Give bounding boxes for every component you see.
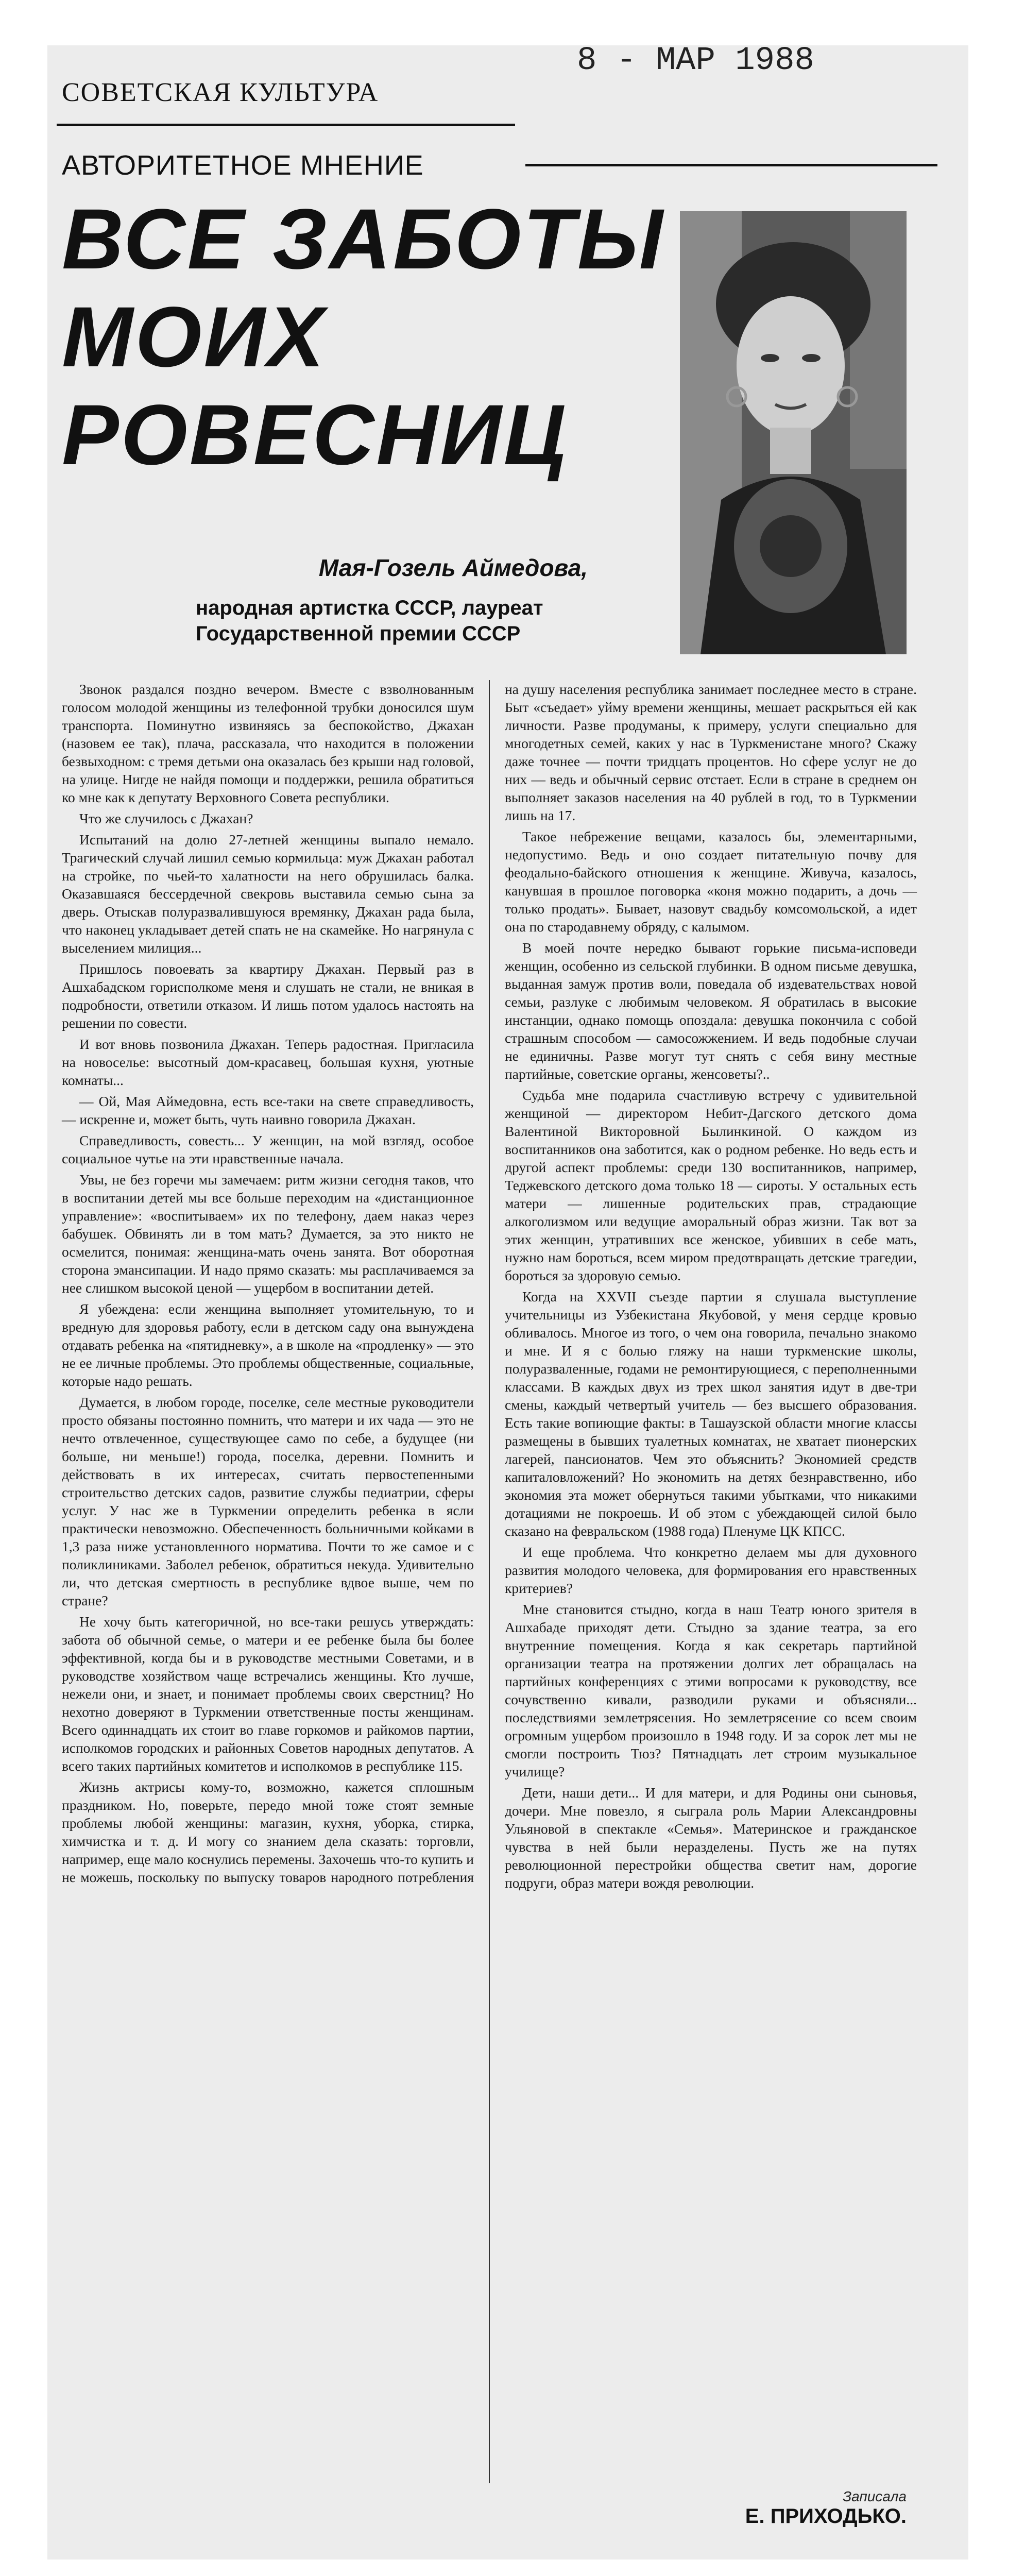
article-paragraph: Что же случилось с Джахан? bbox=[79, 810, 253, 826]
newspaper-masthead: СОВЕТСКАЯ КУЛЬТУРА bbox=[62, 78, 379, 107]
article-body bbox=[62, 680, 917, 2483]
article-paragraph: И еще проблема. Что конкретно делаем мы для духовного развития молодого человека, для формирования его нравственных критериев? bbox=[505, 1544, 917, 1596]
article-paragraph: Не хочу быть категоричной, но все-таки решусь утверждать: забота об обычной семье, о матери и ее ребенке была бы более эффективной, когда бы и в руководстве местными Советами, и в руководстве хозяйством чаще встречались женщины. Кто лучше, нежели они, и знает, и понимает проблемы своих сверстниц? Но нехотно доверяют в Туркмении ответственные посты женщинам. Всего одиннадцать их стоит во главе горкомов и райкомов партии, исполкомов городских и районных Советов народных депутатов. А всего таких партийных комитетов и исполкомов в республике 115. bbox=[62, 1614, 474, 1774]
article-paragraph: В моей почте нередко бывают горькие письма-исповеди женщин, особенно из сельской глубинки. В одном письме девушка, выданная замуж против воли, поведала об издевательствах новой семьи, разлуке с любимым человеком. Я обратилась в высокие инстанции, однако помощь опоздала: девушка покончила с собой страшным способом — самосожжением. И ведь подобные случаи не единичны. Разве могут тут снять с себя вину местные партийные, советские органы, женсоветы?.. bbox=[505, 940, 917, 1082]
signoff-name: Е. ПРИХОДЬКО. bbox=[745, 2505, 907, 2528]
author-portrait-photo bbox=[680, 211, 907, 654]
author-title: народная артистка СССР, лауреат Государственной премии СССР bbox=[196, 597, 543, 645]
masthead-rule bbox=[57, 124, 515, 126]
headline-line-2: МОИХ bbox=[62, 290, 327, 385]
article-paragraph: — Ой, Мая Аймедовна, есть все-таки на свете справедливость,— искренне и, может быть, чуть наивно говорила Джахан. bbox=[62, 1093, 474, 1127]
article-paragraph: Увы, не без горечи мы замечаем: ритм жизни сегодня таков, что в воспитании детей мы все больше переходим на «дистанционное управление»: «воспитываем» их по телефону, даем наказ через бабушек. Обвинять ли в том мать? Думается, за это никто не осмелится, понимая: женщина-мать очень занята. Вот оборотная сторона эмансипации. И надо прямо сказать: мы расплачиваемся за нее слишком высокой ценой — ущербом в воспитании детей. bbox=[62, 1172, 474, 1296]
headline-line-1: ВСЕ ЗАБОТЫ bbox=[62, 192, 665, 287]
article-paragraph: Справедливость, совесть... У женщин, на мой взгляд, особое социальное чутье на эти нравственные начала. bbox=[62, 1132, 474, 1166]
article-paragraph: Когда на XXVII съезде партии я слушала выступление учительницы из Узбекистана Якубовой, у меня сердце кровью обливалось. Многое из того, о чем она говорила, печально знакомо и мне. И я с болью гляжу на наши туркменские школы, полуразваленные, годами не ремонтирующиеся, с переполненными классами. В каждых двух из трех школ занятия идут в две-три смены, каждый четвертый учитель — без высшего образования. Есть такие вопиющие факты: в Ташаузской области многие классы размещены в бывших туалетных комнатах, не хватает пионерских лагерей, пансионатов. Чем это объяснить? Экономией средств капиталовложений? Но экономить на детях безнравственно, ибо экономия эта может обернуться такими убытками, что никакими дотациями не покроешь. И об этом с убеждающей силой было сказано на февральском (1988 года) Пленуме ЦК КПСС. bbox=[505, 1289, 917, 1539]
article-paragraph: Дети, наши дети... И для матери, и для Родины они сыновья, дочери. Мне повезло, я сыграла роль Марии Александровны Ульяновой в спектакле «Семья». Материнское и гражданское чувства в ней были неразделены. Пусть же на путях революционной перестройки общества светит нам, дорогие подруги, образ матери вождя революции. bbox=[505, 1785, 917, 1891]
article-paragraph: Пришлось повоевать за квартиру Джахан. Первый раз в Ашхабадском горисполкоме меня и слушать не стали, не вникая в подробности, ответили отказом. И лишь потом удалось настоять на решении по совести. bbox=[62, 961, 474, 1031]
headline-line-3: РОВЕСНИЦ bbox=[62, 387, 568, 483]
signoff bbox=[742, 2488, 907, 2528]
rubric-rule bbox=[525, 164, 937, 166]
article-paragraph: Испытаний на долю 27-летней женщины выпало немало. Трагический случай лишил семью кормильца: муж Джахан работал на стройке, по чьей-то халатности на него обрушилась балка. Оказавшаяся бессердечной свекровь выставила семью сына за дверь. Отыскав полуразвалившуюся времянку, Джахан рада была, что наконец укладывает детей спать не на скамейке. Но нагрянула с выселением милиция... bbox=[62, 832, 474, 956]
article-paragraph: Звонок раздался поздно вечером. Вместе с взволнованным голосом молодой женщины из телефонной трубки доносился шум транспорта. Поминутно извиняясь за беспокойство, Джахан (назовем ее так), плача, рассказала, что находится в положении безвыходном: с тремя детьми она оказалась без крыши над головой, на улице. Нигде не найдя помощи и поддержки, решила обратиться ко мне как к депутату Верховного Совета республики. bbox=[62, 681, 474, 805]
handwritten-date: 8 - МАР 1988 bbox=[577, 42, 814, 79]
headline bbox=[62, 191, 665, 484]
rubric-label: АВТОРИТЕТНОЕ МНЕНИЕ bbox=[62, 150, 424, 181]
author-name: Мая-Гозель Аймедова, bbox=[318, 554, 588, 581]
article-paragraph: Жизнь актрисы кому-то, возможно, кажется сплошным праздником. Но, поверьте, передо мной тоже стоят земные проблемы любой женщины: магазин, кухня, уборка, стирка, химчистка и т. д. И могу со знанием дела сказать: торговли, например, еще мало коснулись перемены. Захочешь что-то купить и не можешь, поскольку по выпуску товаров народного потребления на душу населения республика занимает последнее место в стране. Быт «съедает» уйму времени женщины, мешает раскрыться ей как личности. Разве продуманы, к примеру, услуги специально для многодетных семей, каких у нас в Туркменистане много? Скажу даже точнее — почти тридцать процентов. Но сфере услуг не до них — ведь и обычный сервис отстает. Если в стране в среднем он выполняет заказов населения на 40 рублей в год, то в Туркмении лишь на 17. bbox=[62, 681, 917, 1885]
article-paragraph: И вот вновь позвонила Джахан. Теперь радостная. Пригласила на новоселье: высотный дом-красавец, большая кухня, уютные комнаты... bbox=[62, 1036, 474, 1088]
article-paragraph: Такое небрежение вещами, казалось бы, элементарными, недопустимо. Ведь и оно создает питательную почву для феодально-байского отношения к женщине. Живуча, казалось, канувшая в прошлое поговорка «коня можно подарить, а дочь — только продать». Бывает, назовут свадьбу комсомольской, а идет она по стародавнему обряду, с калымом. bbox=[505, 828, 917, 935]
article-paragraph: Мне становится стыдно, когда в наш Театр юного зрителя в Ашхабаде приходят дети. Стыдно за здание театра, за его внутренние помещения. Когда я как секретарь партийной организации театра на протяжении долгих лет обращалась на партийных конференциях с этими вопросами к руководству, все сочувственно кивали, разводили руками и объясняли... последствиями землетрясения. Но землетрясение со всем своим огромным ущербом произошло в 1948 году. И за сорок лет мы не смогли построить Тюз? Пятнадцать лет строим музыкальное училище? bbox=[505, 1601, 917, 1780]
portrait-illustration bbox=[680, 211, 907, 654]
article-paragraph: Я убеждена: если женщина выполняет утомительную, то и вредную для здоровья работу, если в детском саду она вынуждена отдавать ребенка на «пятидневку», а в школе на «продленку» — это не ее личные проблемы. Это проблемы общественные, социальные, которые надо решать. bbox=[62, 1301, 474, 1389]
signoff-label: Записала bbox=[842, 2488, 907, 2504]
article-paragraph: Думается, в любом городе, поселке, селе местные руководители просто обязаны постоянно помнить, что матери и их чада — это не нечто отвлеченное, существующее само по себе, а будущее (ни больше, ни меньше!) города, поселка, деревни. Помнить и действовать в их интересах, считать первостепенными строительство детских садов, развитие службы педиатрии, сферы услуг. У нас же в Туркмении определить ребенка в ясли практически невозможно. Обеспеченность больничными койками в 1,3 раза ниже установленного норматива. Почти то же самое и с поликлиниками. Заболел ребенок, обратиться некуда. Удивительно ли, что детская смертность в республике вдвое выше, чем по стране? bbox=[62, 1394, 474, 1608]
article-paragraph: Судьба мне подарила счастливую встречу с удивительной женщиной — директором Небит-Дагского детского дома Валентиной Викторовной Былинкиной. О каждом из воспитанников она заботится, как о родном ребенке. Но ведь есть и другой аспект проблемы: среди 130 воспитанников, например, Теджевского детского дома только 18 — сироты. У остальных есть матери — лишенные родительских прав, страдающие алкоголизмом или ведущие аморальный образ жизни. Так вот за этих женщин, утративших все женское, убивших в себе мать, нужно нам бороться, всем миром предотвращать детские трагедии, бороться за здоровую семью. bbox=[505, 1087, 917, 1283]
